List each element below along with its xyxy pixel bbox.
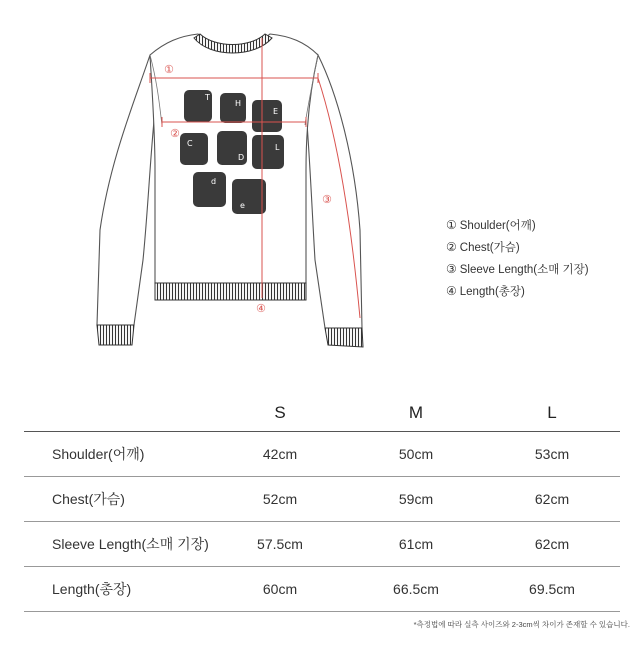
right-cuff xyxy=(325,328,363,347)
legend-item: ① Shoulder(어깨) xyxy=(446,218,536,232)
header-size-s: S xyxy=(274,403,286,422)
cell-value: 62cm xyxy=(534,491,570,507)
row-label: Chest(가슴) xyxy=(52,491,125,507)
cell-value: 66.5cm xyxy=(393,581,439,597)
print-letter: e xyxy=(240,201,245,210)
print-letter: d xyxy=(211,177,217,186)
marker-1: ① xyxy=(164,63,174,76)
cell-value: 50cm xyxy=(398,446,434,462)
table-row xyxy=(24,477,620,522)
left-cuff xyxy=(97,325,134,345)
legend-item: ④ Length(총장) xyxy=(446,284,525,298)
header-size-m: M xyxy=(408,403,424,422)
row-label: Shoulder(어깨) xyxy=(52,446,145,462)
table-row xyxy=(24,522,620,567)
cell-value: 57.5cm xyxy=(257,536,303,552)
legend-item: ② Chest(가슴) xyxy=(446,240,520,254)
print-letter: C xyxy=(187,139,193,148)
print-patch xyxy=(180,133,208,165)
marker-4: ④ xyxy=(256,302,266,315)
print-patch xyxy=(252,100,282,132)
size-table xyxy=(24,395,620,612)
right-sleeve xyxy=(306,55,362,328)
marker-3: ③ xyxy=(322,193,332,206)
print-letter: E xyxy=(273,107,279,116)
row-label: Length(총장) xyxy=(52,581,132,597)
measurement-note: *측정법에 따라 실측 사이즈와 2-3cm씩 차이가 존재할 수 있습니다. xyxy=(413,620,630,629)
cell-value: 42cm xyxy=(262,446,298,462)
cell-value: 52cm xyxy=(262,491,298,507)
cell-value: 59cm xyxy=(398,491,434,507)
cell-value: 61cm xyxy=(398,536,434,552)
print-letter: H xyxy=(235,99,242,108)
print-patch xyxy=(232,179,266,214)
hem-rib xyxy=(155,283,306,300)
table-row xyxy=(24,567,620,612)
cell-value: 69.5cm xyxy=(529,581,575,597)
table-header-row xyxy=(24,395,620,432)
cell-value: 62cm xyxy=(534,536,570,552)
print-letter: L xyxy=(275,143,280,152)
print-patch xyxy=(220,93,246,123)
legend-item: ③ Sleeve Length(소매 기장) xyxy=(446,262,589,276)
measurement-legend xyxy=(446,215,589,303)
left-sleeve xyxy=(97,55,155,325)
print-patch xyxy=(252,135,284,169)
print-letter: T xyxy=(205,93,210,102)
cell-value: 60cm xyxy=(262,581,298,597)
marker-2: ② xyxy=(170,127,180,140)
header-blank xyxy=(24,395,212,432)
print-patch xyxy=(193,172,226,207)
table-row xyxy=(24,432,620,477)
print-letter: D xyxy=(238,153,245,162)
header-size-l: L xyxy=(547,403,557,422)
row-label: Sleeve Length(소매 기장) xyxy=(52,536,209,552)
cell-value: 53cm xyxy=(534,446,570,462)
